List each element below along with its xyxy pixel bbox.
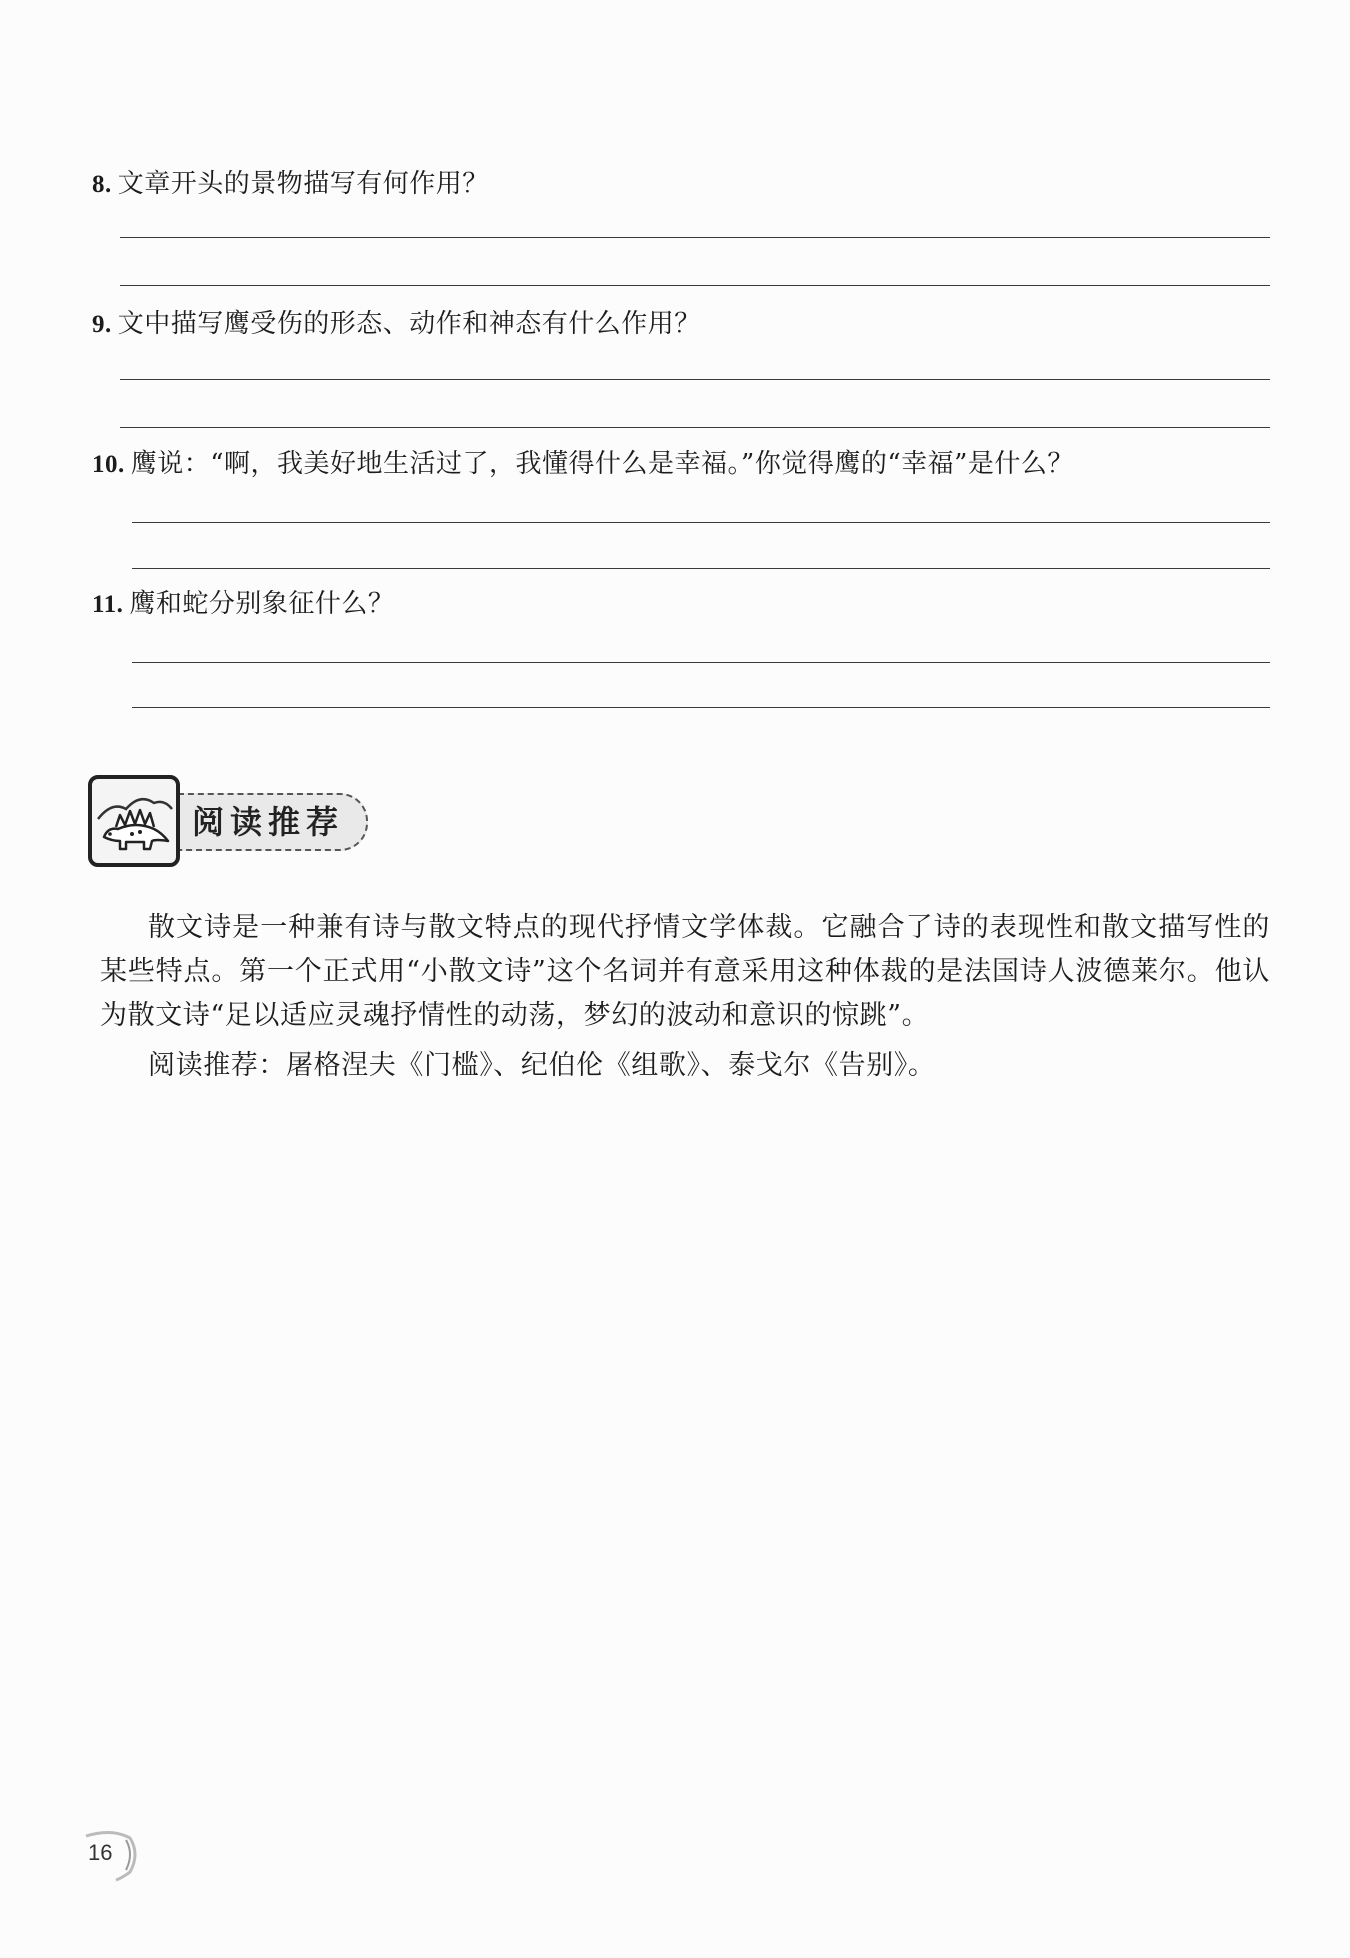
- question-8: [92, 166, 489, 203]
- answer-line[interactable]: [120, 379, 1270, 380]
- question-number: 11.: [92, 591, 124, 618]
- header-icon-box: [88, 775, 180, 867]
- question-text: 鹰说：“啊，我美好地生活过了，我懂得什么是幸福。”你觉得鹰的“幸福”是什么？: [130, 449, 1074, 479]
- answer-line[interactable]: [132, 707, 1270, 708]
- question-11: [92, 586, 394, 623]
- question-10: [92, 446, 1074, 483]
- answer-line[interactable]: [120, 285, 1270, 286]
- answer-line[interactable]: [132, 522, 1270, 523]
- answer-line[interactable]: [120, 237, 1270, 238]
- question-number: 9.: [92, 311, 112, 338]
- question-text: 鹰和蛇分别象征什么？: [129, 589, 395, 619]
- answer-line[interactable]: [132, 568, 1270, 569]
- answer-line[interactable]: [132, 662, 1270, 663]
- intro-paragraph: 散文诗是一种兼有诗与散文特点的现代抒情文学体裁。它融合了诗的表现性和散文描写性的某些特点。第一个正式用“小散文诗”这个名词并有意采用这种体裁的是法国诗人波德莱尔。他认为散文诗“足以适应灵魂抒情性的动荡，梦幻的波动和意识的惊跳”。: [100, 912, 1270, 1031]
- question-text: 文章开头的景物描写有何作用？: [117, 169, 489, 199]
- question-9: [92, 306, 701, 343]
- section-title: 阅读推荐: [192, 803, 345, 841]
- reading-recommendation-header: [88, 775, 378, 871]
- question-text: 文中描写鹰受伤的形态、动作和神态有什么作用？: [117, 309, 701, 339]
- page-number: 16: [88, 1840, 113, 1865]
- stegosaurus-icon: [92, 779, 176, 863]
- answer-line[interactable]: [120, 427, 1270, 428]
- recommendation-paragraph: 阅读推荐：屠格涅夫《门槛》、纪伯伦《组歌》、泰戈尔《告别》。: [148, 1050, 936, 1081]
- question-number: 10.: [92, 451, 125, 478]
- page-number-badge: [82, 1826, 142, 1882]
- question-number: 8.: [92, 171, 112, 198]
